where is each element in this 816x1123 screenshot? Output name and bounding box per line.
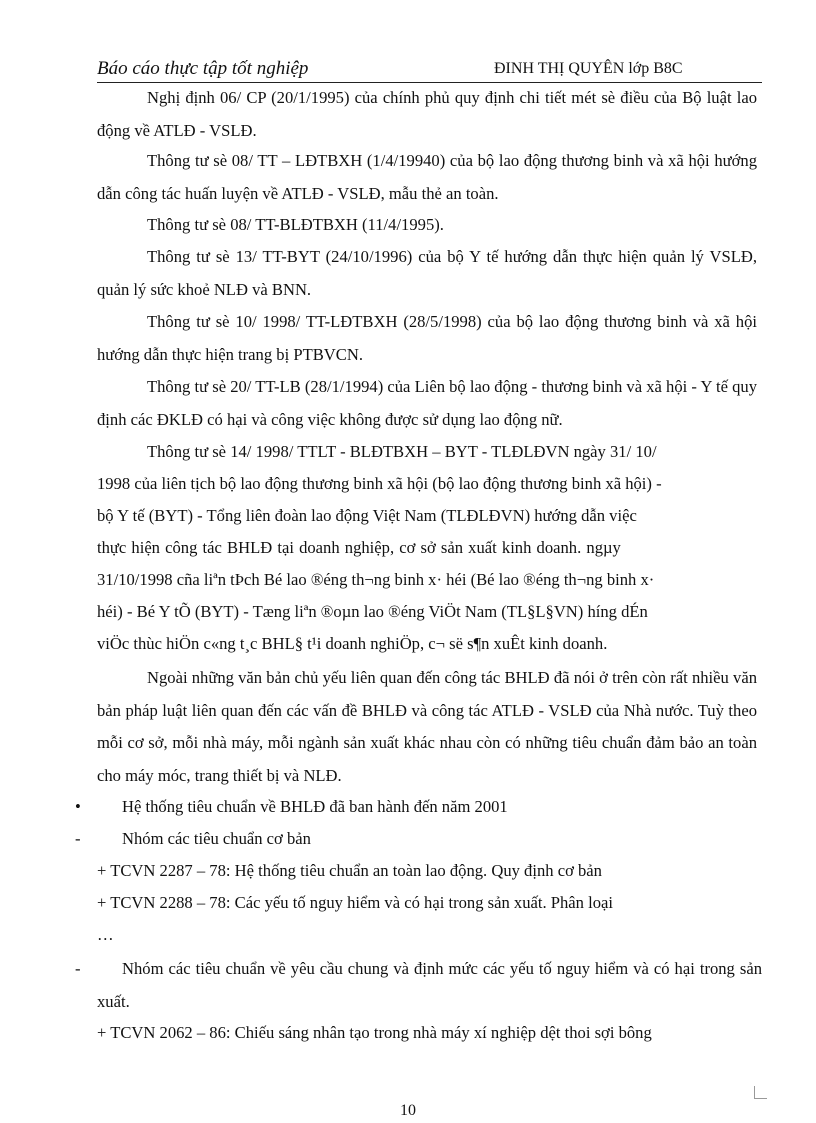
paragraph-circular-20: Thông tư sè 20/ TT-LB (28/1/1994) của Liên bộ lao động - thương binh và xã hội - Y tế quy định các ĐKLĐ có hại và công việc không được sử dụng lao động nữ. <box>97 377 757 429</box>
paragraph-circular-08: Thông tư sè 08/ TT – LĐTBXH (1/4/19940) của bộ lao động thương binh và xã hội hướng dẫn công tác huấn luyện về ATLĐ - VSLĐ, mẫu thẻ an toàn. <box>97 151 757 203</box>
author-class: ĐINH THỊ QUYÊN lớp B8C <box>494 60 683 77</box>
paragraph-closing: Ngoài những văn bản chủ yếu liên quan đến công tác BHLĐ đã nói ở trên còn rất nhiều văn bản pháp luật liên quan đến các vấn đề BHLĐ và công tác ATLĐ - VSLĐ của Nhà nước. Tuỳ theo mỗi cơ sở, mỗi nhà máy, mỗi ngành sản xuất khác nhau còn có những tiêu chuẩn đảm bảo an toàn cho máy móc, trang thiết bị và NLĐ. <box>97 668 757 785</box>
corner-mark <box>754 1086 767 1099</box>
report-title: Báo cáo thực tập tốt nghiệp <box>97 58 309 79</box>
long-paragraph-line: viÖc thùc hiÖn c«ng t¸c BHL§ t¹i doanh nghiÖp, c¬ së s¶n xuÊt kinh doanh. <box>97 634 608 653</box>
long-paragraph-line: Thông tư sè 14/ 1998/ TTLT - BLĐTBXH – BYT - TLĐLĐVN ngày 31/ 10/ <box>147 442 657 461</box>
long-paragraph-line: thực hiện công tác BHLĐ tại doanh nghiệp, cơ sở sản xuất kinh doanh. ngµy <box>97 538 621 557</box>
list-item-tcvn-2287: + TCVN 2287 – 78: Hệ thống tiêu chuẩn an toàn lao động. Quy định cơ bản <box>97 861 602 880</box>
paragraph-circular-10: Thông tư sè 10/ 1998/ TT-LĐTBXH (28/5/1998) của bộ lao động thương binh và xã hội hướng dẫn thực hiện trang bị PTBVCN. <box>97 312 757 364</box>
page-header <box>97 58 762 83</box>
long-paragraph-line: 1998 của liên tịch bộ lao động thương binh xã hội (bộ lao động thương binh xã hội) - <box>97 474 662 493</box>
group-general-title: Nhóm các tiêu chuẩn về yêu cầu chung và định mức các yếu tố nguy hiểm và có hại trong sản xuất. <box>97 959 762 1011</box>
paragraph-decree-06: Nghị định 06/ CP (20/1/1995) của chính phủ quy định chi tiết mét sè điều của Bộ luật lao động về ATLĐ - VSLĐ. <box>97 88 757 140</box>
ellipsis: … <box>97 925 114 944</box>
dash-marker: - <box>75 959 81 978</box>
paragraph-circular-08-bldtbxh: Thông tư sè 08/ TT-BLĐTBXH (11/4/1995). <box>147 215 444 234</box>
list-item-tcvn-2062: + TCVN 2062 – 86: Chiếu sáng nhân tạo trong nhà máy xí nghiệp dệt thoi sợi bông <box>97 1023 652 1042</box>
page-number: 10 <box>400 1102 416 1119</box>
list-item-tcvn-2288: + TCVN 2288 – 78: Các yếu tố nguy hiểm và có hại trong sản xuất. Phân loại <box>97 893 614 912</box>
group-basic-title: Nhóm các tiêu chuẩn cơ bản <box>122 829 311 848</box>
paragraph-circular-13: Thông tư sè 13/ TT-BYT (24/10/1996) của bộ Y tế hướng dẫn thực hiện quản lý VSLĐ, quản lý sức khoẻ NLĐ và BNN. <box>97 247 757 299</box>
bullet-marker: • <box>75 797 81 816</box>
long-paragraph-line: 31/10/1998 cña liªn tÞch Bé lao ®éng th¬ng binh x· héi (Bé lao ®éng th¬ng binh x· <box>97 570 655 589</box>
long-paragraph-line: héi) - Bé Y tÕ (BYT) - Tæng liªn ®oµn lao ®éng ViÖt Nam (TL§L§VN) híng dÉn <box>97 602 648 621</box>
dash-marker: - <box>75 829 81 848</box>
bullet-heading: Hệ thống tiêu chuẩn về BHLĐ đã ban hành đến năm 2001 <box>122 797 508 816</box>
long-paragraph-line: bộ Y tế (BYT) - Tổng liên đoàn lao động Việt Nam (TLĐLĐVN) hướng dẫn việc <box>97 506 637 525</box>
